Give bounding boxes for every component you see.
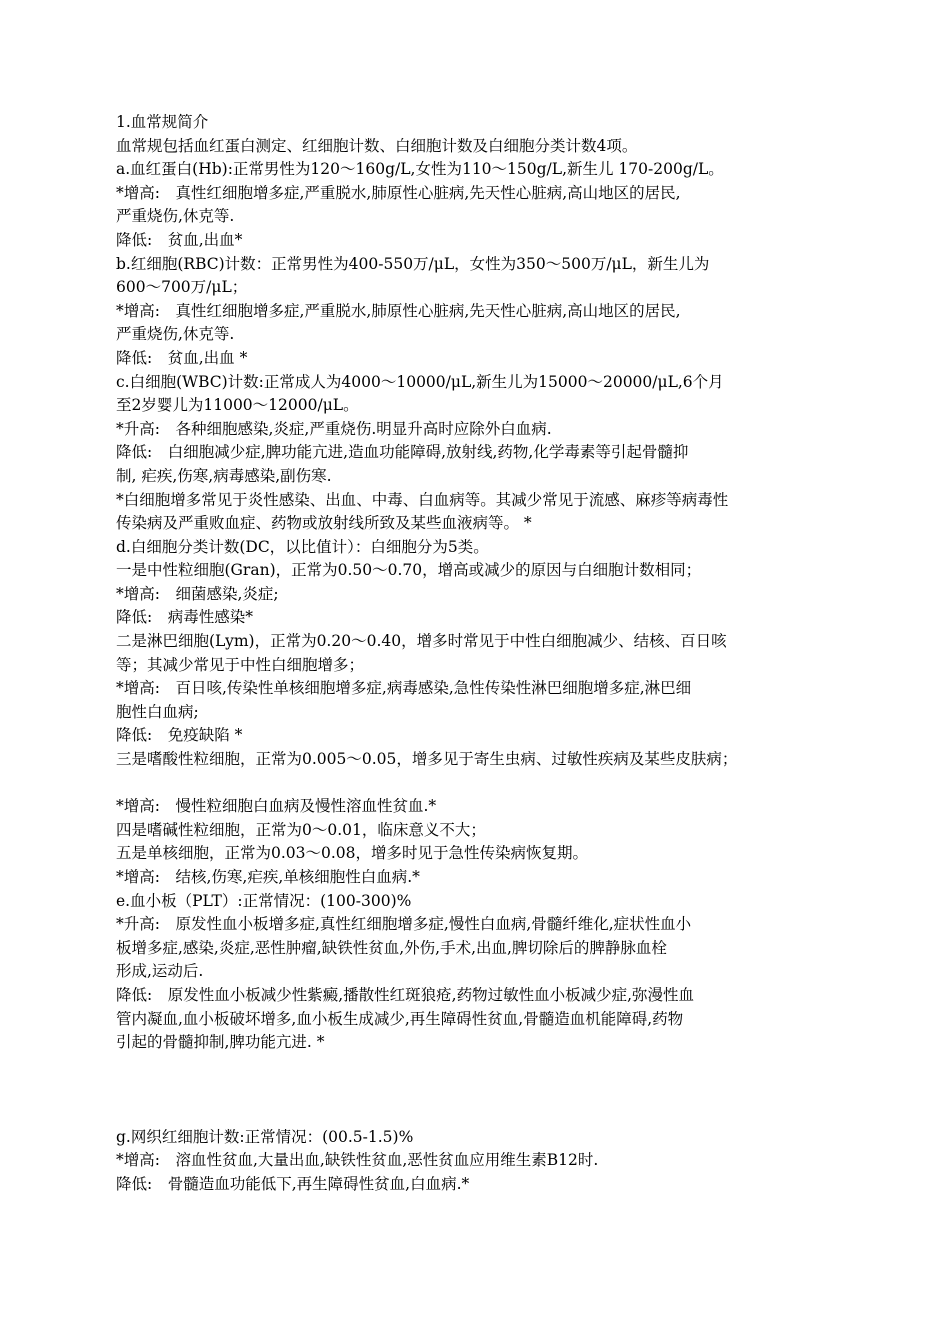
text-line: 管内凝血,血小板破坏增多,血小板生成减少,再生障碍性贫血,骨髓造血机能障碍,药物 xyxy=(116,1009,684,1028)
text-line: 等；其减少常见于中性白细胞增多； xyxy=(116,655,365,674)
text-line: 二是淋巴细胞(Lym)，正常为0.20～0.40，增多时常见于中性白细胞减少、结核、百日咳 xyxy=(116,632,727,651)
blank-line xyxy=(116,1102,846,1126)
document-block-second xyxy=(116,795,846,1055)
text-line: 降低: 免疫缺陷 * xyxy=(116,726,243,745)
section-heading: 1.血常规简介 xyxy=(116,113,209,131)
text-line: 至2岁婴儿为11000～12000/μL。 xyxy=(116,396,359,415)
blank-lines xyxy=(116,1055,846,1102)
text-line: 降低: 原发性血小板减少性紫癜,播散性红斑狼疮,药物过敏性血小板减少症,弥漫性血 xyxy=(116,985,695,1004)
text-line: *升高: 各种细胞感染,炎症,严重烧伤.明显升高时应除外白血病. xyxy=(116,419,552,438)
text-line: 600～700万/μL； xyxy=(116,278,248,297)
document-page xyxy=(116,111,846,1196)
text-line: 降低: 贫血,出血* xyxy=(116,230,243,249)
text-line: *增高: 细菌感染,炎症; xyxy=(116,584,279,603)
text-line: 五是单核细胞，正常为0.03～0.08，增多时见于急性传染病恢复期。 xyxy=(116,844,589,863)
text-line: b.红细胞(RBC)计数：正常男性为400-550万/μL，女性为350～500万/μL，新生儿为 xyxy=(116,254,710,273)
blank-line xyxy=(116,772,846,796)
text-line: 制, 疟疾,伤寒,病毒感染,副伤寒. xyxy=(116,466,332,485)
text-line: *增高: 真性红细胞增多症,严重脱水,肺原性心脏病,先天性心脏病,高山地区的居民, xyxy=(116,183,681,202)
text-line: e.血小板（PLT）:正常情况：(100-300)% xyxy=(116,891,412,910)
text-line: 胞性白血病; xyxy=(116,702,199,721)
text-line: *增高: 慢性粒细胞白血病及慢性溶血性贫血.* xyxy=(116,797,437,816)
text-line: *增高: 结核,伤寒,疟疾,单核细胞性白血病.* xyxy=(116,868,420,886)
text-line: g.网织红细胞计数:正常情况：(00.5-1.5)% xyxy=(116,1127,414,1146)
text-line: 严重烧伤,休克等. xyxy=(116,325,235,344)
text-line: c.白细胞(WBC)计数:正常成人为4000～10000/μL,新生儿为15000～20000/μL,6个月 xyxy=(116,372,724,391)
text-line: 四是嗜碱性粒细胞，正常为0～0.01，临床意义不大； xyxy=(116,820,486,839)
document-block-main xyxy=(116,111,846,772)
text-line: *白细胞增多常见于炎性感染、出血、中毒、白血病等。其减少常见于流感、麻疹等病毒性 xyxy=(116,490,729,509)
text-line: a.血红蛋白(Hb):正常男性为120～160g/L,女性为110～150g/L,新生儿 170-200g/L。 xyxy=(116,160,724,179)
text-line: 三是嗜酸性粒细胞，正常为0.005～0.05，增多见于寄生虫病、过敏性疾病及某些皮肤病； xyxy=(116,750,738,769)
text-line: 引起的骨髓抑制,脾功能亢进. * xyxy=(116,1033,325,1052)
text-line: *升高: 原发性血小板增多症,真性红细胞增多症,慢性白血病,骨髓纤维化,症状性血小 xyxy=(116,915,692,934)
document-block-third xyxy=(116,1126,846,1197)
text-line: 一是中性粒细胞(Gran)，正常为0.50～0.70，增高或减少的原因与白细胞计数相同； xyxy=(116,561,702,580)
text-line: 传染病及严重败血症、药物或放射线所致及某些血液病等。 * xyxy=(116,514,532,533)
text-line: *增高: 溶血性贫血,大量出血,缺铁性贫血,恶性贫血应用维生素B12时. xyxy=(116,1151,599,1170)
text-line: 板增多症,感染,炎症,恶性肿瘤,缺铁性贫血,外伤,手术,出血,脾切除后的脾静脉血栓 xyxy=(116,938,667,957)
text-line: *增高: 真性红细胞增多症,严重脱水,肺原性心脏病,先天性心脏病,高山地区的居民, xyxy=(116,301,681,320)
text-line: 降低: 白细胞减少症,脾功能亢进,造血功能障碍,放射线,药物,化学毒素等引起骨髓抑 xyxy=(116,443,689,462)
text-line: 降低: 骨髓造血功能低下,再生障碍性贫血,白血病.* xyxy=(116,1174,470,1193)
text-line: 降低: 病毒性感染* xyxy=(116,608,253,627)
text-line: 形成,运动后. xyxy=(116,962,204,981)
text-line: 血常规包括血红蛋白测定、红细胞计数、白细胞计数及白细胞分类计数4项。 xyxy=(116,136,638,155)
text-line: *增高: 百日咳,传染性单核细胞增多症,病毒感染,急性传染性淋巴细胞增多症,淋巴细 xyxy=(116,679,692,698)
text-line: d.白细胞分类计数(DC，以比值计）：白细胞分为5类。 xyxy=(116,537,489,556)
text-line: 降低: 贫血,出血 * xyxy=(116,348,248,367)
text-line: 严重烧伤,休克等. xyxy=(116,207,235,226)
